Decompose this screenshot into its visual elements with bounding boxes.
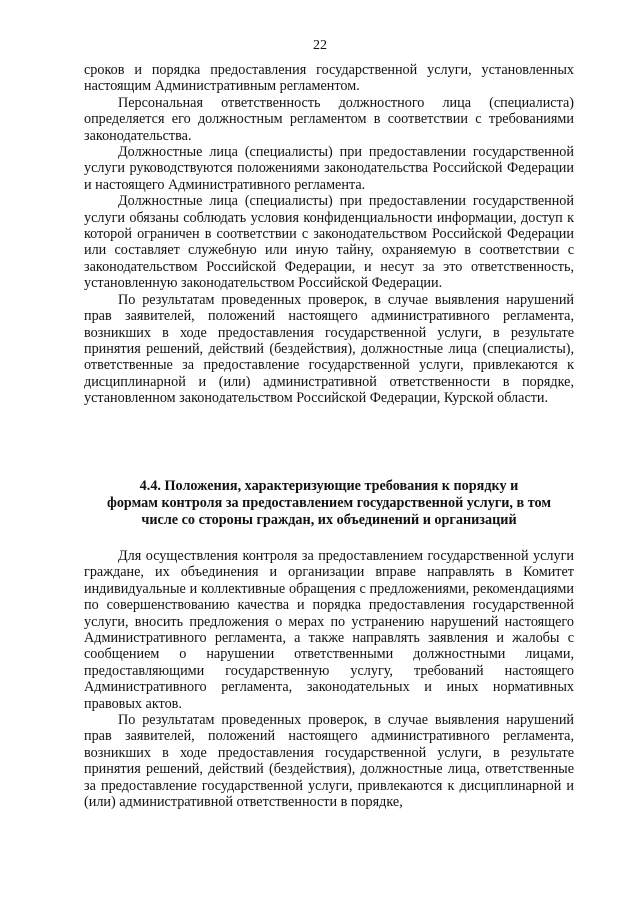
section-heading-4-4 (84, 478, 574, 529)
paragraph-confidentiality: Должностные лица (специалисты) при предоставлении государственной услуги обязаны соблюдать условия конфиденциальности информации, доступ к которой ограничен в соответствии с законодательством Российской Федерации или составляет служебную или иную тайну, охраняемую в соответствии с законодательством Российской Федерации, и несут за это ответственность, установленную законодательством Российской Федерации. (84, 193, 574, 292)
text-section-public-control (84, 548, 574, 811)
paragraph-inspection-results-2: По результатам проведенных проверок, в случае выявления нарушений прав заявителей, положений настоящего административного регламента, возникших в ходе предоставления государственной услуги, в результате принятия решений, действий (бездействия), должностные лица, ответственные за предоставление государственной услуги, привлекаются к дисциплинарной и (или) административной ответственности в порядке, (84, 712, 574, 811)
paragraph-citizen-control: Для осуществления контроля за предоставлением государственной услуги граждане, их объединения и организации вправе направлять в Комитет индивидуальные и коллективные обращения с предложениями, рекомендациями по совершенствованию качества и порядка предоставления государственной услуги, вносить предложения о мерах по устранению нарушений настоящего Административного регламента, а также направлять заявления и жалобы с сообщением о нарушении ответственными должностными лицами, предоставляющими государственную услугу, требований настоящего Административного регламента, законодательных и иных нормативных правовых актов. (84, 548, 574, 712)
text-section-responsibility (84, 62, 574, 407)
paragraph-inspection-results: По результатам проведенных проверок, в случае выявления нарушений прав заявителей, положений настоящего административного регламента, возникших в ходе предоставления государственной услуги, в результате принятия решений, действий (бездействия), должностные лица (специалисты), ответственные за предоставление государственной услуги, привлекаются к дисциплинарной и (или) административной ответственности в порядке, установленном законодательством Российской Федерации, Курской области. (84, 291, 574, 407)
paragraph-continuation: сроков и порядка предоставления государственной услуги, установленных настоящим Административным регламентом. (84, 62, 574, 95)
paragraph-personal-responsibility: Персональная ответственность должностного лица (специалиста) определяется его должностным регламентом в соответствии с требованиями законодательства. (84, 94, 574, 144)
heading-line-3: числе со стороны граждан, их объединений и организаций (141, 512, 517, 528)
heading-line-2: формам контроля за предоставлением государственной услуги, в том (107, 495, 551, 511)
page-number: 22 (313, 38, 327, 53)
heading-line-1: 4.4. Положения, характеризующие требования к порядку и (139, 478, 519, 494)
paragraph-guided-by-law: Должностные лица (специалисты) при предоставлении государственной услуги руководствуются положениями законодательства Российской Федерации и настоящего Административного регламента. (84, 144, 574, 193)
